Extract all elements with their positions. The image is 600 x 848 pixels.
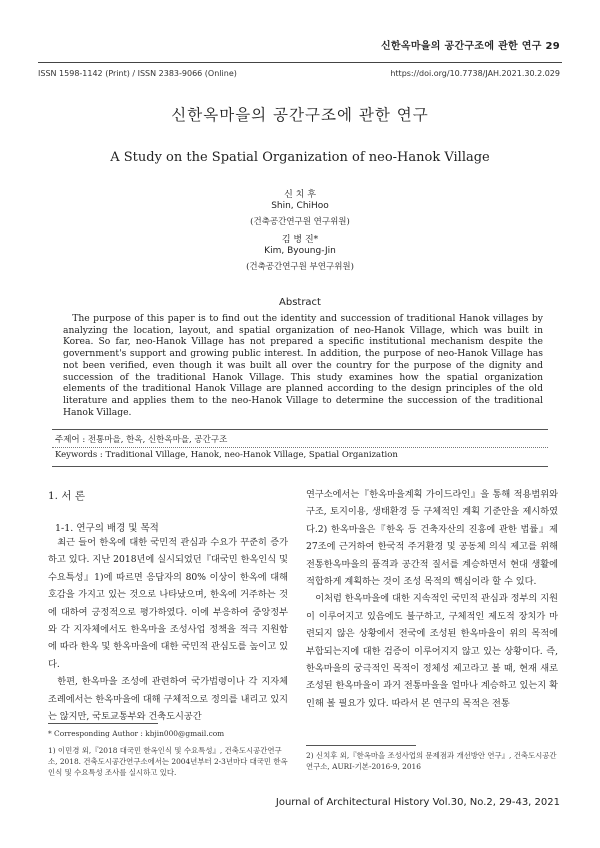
running-title: 신한옥마을의 공간구조에 관한 연구 29 — [380, 41, 560, 52]
author2-name-en: Kim, Byoung-Jin — [264, 246, 336, 256]
keywords-top-rule — [52, 429, 548, 430]
left-paragraph-1: 최근 들어 한옥에 대한 국민적 관심과 수요가 꾸준히 증가하고 있다. 지난 2018년에 실시되었던『대국민 한옥인식 및 수요특성』1)에 따르면 응답자의 80% 이상이 한옥에 대해 호감을 가지고 있는 것으로 나타났으며, 한옥에 거주하는 것에 대하여 긍정적으로 평가하였다. 이에 부응하여 중앙정부와 각 지자체에서도 한옥마을 조성사업 정책을 적극 지원함에 따라 한옥 및 한옥마을에 대한 국민적 관심도를 높이고 있다. — [48, 537, 288, 670]
keywords-divider — [52, 447, 548, 448]
keywords-bottom-rule — [52, 466, 548, 467]
abstract-text: The purpose of this paper is to find out the identity and succession of traditional Hanok villages by analyzing the location, layout, and spatial organization of neo-Hanok Village, which was built in Korea. So far, neo-Hanok Village has not prepared a specific institutional mechanism despite the government's support and growing public interest. In addition, the purpose of neo-Hanok Village has not been verified, even though it was built all over the country for the purpose of the dignity and succession of the traditional Hanok Village. This study examines how the spatial organization elements of the traditional Hanok Village are planned according to the design principles of the old literature and applies them to the neo-Hanok Village to determine the succession of the traditional Hanok Village. — [63, 313, 543, 418]
issn: ISSN 1598-1142 (Print) / ISSN 2383-9066 (Online) — [38, 69, 237, 78]
footnote-rule-right — [306, 745, 416, 746]
subsection-heading: 1-1. 연구의 배경 및 목적 — [55, 523, 159, 534]
abstract-heading: Abstract — [279, 297, 321, 308]
journal-footer: Journal of Architectural History Vol.30, No.2, 29-43, 2021 — [275, 797, 560, 808]
author1-name-ko: 신 치 후 — [284, 190, 316, 200]
footnote-1: 1) 이민경 외,『2018 대국민 한옥인식 및 수요특성』, 건축도시공간연구소, 2018. 건축도시공간연구소에서는 2004년부터 2-3년마다 대국민 한옥인식 및 수요특성 조사를 실시하고 있다. — [48, 746, 288, 777]
right-column — [306, 486, 558, 712]
author2-name-ko: 김 병 진* — [281, 235, 319, 245]
keywords-korean: 주제어 : 전통마을, 한옥, 신한옥마을, 공간구조 — [55, 435, 228, 445]
author2-affiliation: (건축공간연구원 부연구위원) — [246, 262, 354, 272]
keywords-english: Keywords : Traditional Village, Hanok, neo-Hanok Village, Spatial Organization — [55, 450, 398, 460]
title-english: A Study on the Spatial Organization of neo-Hanok Village — [110, 150, 490, 165]
author1-affiliation: (건축공간연구원 연구위원) — [250, 217, 350, 227]
right-paragraph-1: 연구소에서는『한옥마을계획 가이드라인』을 통해 적용범위와 구조, 토지이용, 생태환경 등 구체적인 계획 기준안을 제시하였다.2) 한옥마을은『한옥 등 건축자산의 진흥에 관한 법률』제27조에 근거하여 한국적 주거환경 및 공동체 의식 제고를 위해 전통한옥마을의 품격과 공간적 질서를 계승하면서 현대 생활에 적합하게 계획하는 것이 조성 목적의 핵심이라 할 수 있다. — [306, 489, 558, 588]
author1-name-en: Shin, ChiHoo — [271, 201, 329, 211]
left-paragraph-2: 한편, 한옥마을 조성에 관련하여 국가법령이나 각 지자체 조례에서는 한옥마을에 대해 구체적으로 정의를 내리고 있지는 않지만, 국토교통부와 건축도시공간 — [48, 676, 288, 723]
left-column — [48, 534, 288, 725]
doi-link[interactable]: https://doi.org/10.7738/JAH.2021.30.2.029 — [390, 69, 560, 78]
section-heading: 1. 서 론 — [48, 490, 85, 502]
header-rule — [38, 62, 562, 63]
footnote-rule-left — [48, 723, 158, 724]
corresponding-author: * Corresponding Author : kbjin000@gmail.com — [48, 729, 225, 738]
footnote-2: 2) 신치후 외,『한옥마을 조성사업의 문제점과 개선방안 연구』, 건축도시공간연구소, AURI-기본-2016-9, 2016 — [306, 751, 557, 771]
right-paragraph-2: 이처럼 한옥마을에 대한 지속적인 국민적 관심과 정부의 지원이 이루어지고 있음에도 불구하고, 구체적인 제도적 장치가 마련되지 않은 상황에서 전국에 조성된 한옥마을이 위의 목적에 부합되는지에 대한 검증이 이루어지지 않고 있는 상황이다. 즉, 한옥마을의 궁극적인 목적이 정체성 제고라고 볼 때, 현재 새로 조성된 한옥마을이 과거 전통마을을 얼마나 계승하고 있는지 확인해 볼 필요가 있다. 따라서 본 연구의 목적은 전통 — [306, 593, 558, 709]
title-korean: 신한옥마을의 공간구조에 관한 연구 — [171, 106, 429, 124]
